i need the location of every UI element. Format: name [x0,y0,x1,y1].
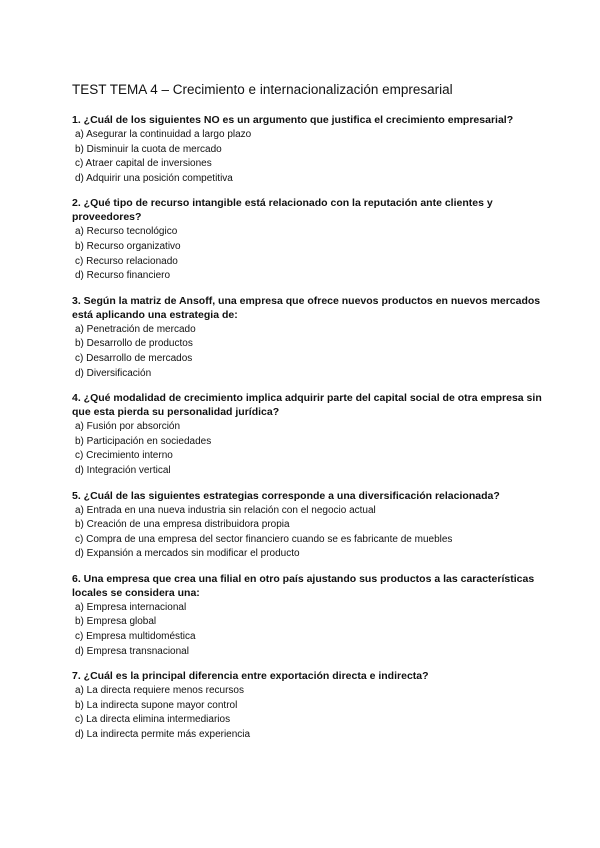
answer-option-c: c) Recurso relacionado [75,255,178,267]
answer-option-d: d) Empresa transnacional [75,645,189,657]
answer-option-c: c) La directa elimina intermediarios [75,714,231,726]
answer-option-c: c) Empresa multidoméstica [75,631,196,643]
question-3 [72,294,542,381]
answer-option-b: b) Desarrollo de productos [75,338,193,350]
question-7 [72,669,542,742]
answer-option-d: d) La indirecta permite más experiencia [75,729,251,741]
answer-option-c: c) Atraer capital de inversiones [75,158,212,170]
answer-option-d: d) Expansión a mercados sin modificar el producto [75,548,300,560]
question-text: 3. Según la matriz de Ansoff, una empresa que ofrece nuevos productos en nuevos mercados está aplicando una estrategia de: [72,294,541,321]
answer-option-d: d) Integración vertical [75,464,171,476]
answer-option-a: a) Recurso tecnológico [75,226,178,238]
question-5 [72,489,542,562]
question-text: 2. ¿Qué tipo de recurso intangible está relacionado con la reputación ante clientes y proveedores? [72,197,493,224]
question-text: 7. ¿Cuál es la principal diferencia entre exportación directa e indirecta? [72,670,429,683]
question-text: 1. ¿Cuál de los siguientes NO es un argumento que justifica el crecimiento empresarial? [72,114,514,126]
answer-option-d: d) Diversificación [75,367,152,379]
answer-option-b: b) Empresa global [75,616,157,628]
answer-option-c: c) Desarrollo de mercados [75,352,193,364]
answer-option-d: d) Adquirir una posición competitiva [75,172,233,184]
answer-option-a: a) Penetración de mercado [75,323,196,335]
question-4 [72,391,542,478]
page-title: TEST TEMA 4 – Crecimiento e internacionalización empresarial [72,82,453,97]
question-list [72,113,542,753]
question-6 [72,572,542,659]
answer-option-a: a) Asegurar la continuidad a largo plazo [75,129,252,140]
answer-option-c: c) Crecimiento interno [75,450,173,462]
question-1 [72,113,542,186]
answer-option-b: b) Recurso organizativo [75,240,181,252]
answer-option-b: b) Disminuir la cuota de mercado [75,143,222,155]
answer-option-b: b) Creación de una empresa distribuidora propia [75,519,290,531]
answer-option-b: b) Participación en sociedades [75,435,212,447]
answer-option-a: a) Empresa internacional [75,601,187,613]
question-text: 6. Una empresa que crea una filial en otro país ajustando sus productos a las características locales se considera una: [72,572,535,599]
question-text: 4. ¿Qué modalidad de crecimiento implica adquirir parte del capital social de otra empresa sin que esta pierda su personalidad jurídica? [72,392,542,419]
answer-option-d: d) Recurso financiero [75,270,171,282]
answer-option-b: b) La indirecta supone mayor control [75,699,238,711]
question-2 [72,196,542,283]
question-text: 5. ¿Cuál de las siguientes estrategias corresponde a una diversificación relacionada? [72,489,500,502]
answer-option-a: a) Entrada en una nueva industria sin relación con el negocio actual [75,504,376,516]
answer-option-a: a) La directa requiere menos recursos [75,685,244,697]
answer-option-a: a) Fusión por absorción [75,421,181,433]
answer-option-c: c) Compra de una empresa del sector financiero cuando se es fabricante de muebles [75,533,453,545]
